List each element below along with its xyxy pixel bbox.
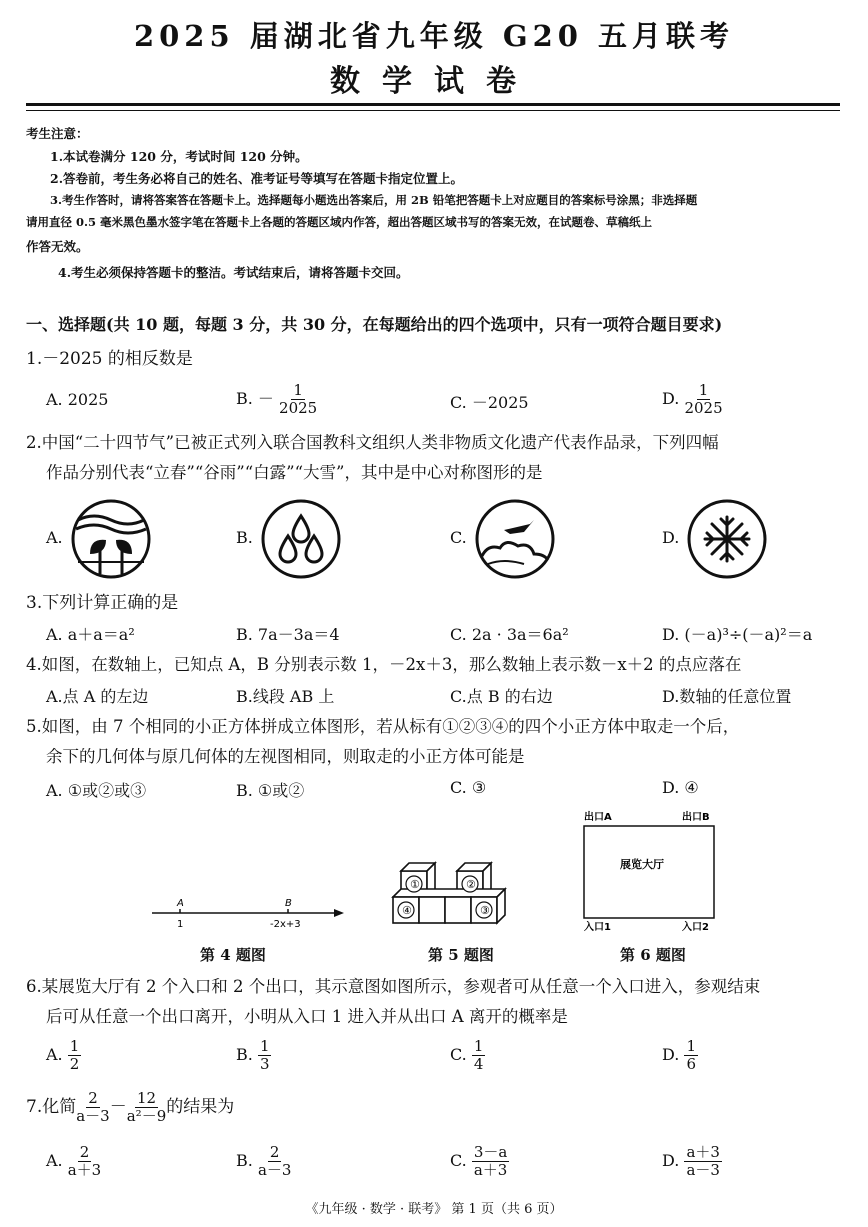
fraction-denominator: 2 bbox=[69, 1055, 80, 1073]
figure-6-hall-diagram bbox=[578, 806, 720, 936]
grain-rain-emblem bbox=[260, 498, 342, 580]
hall-outline bbox=[584, 826, 714, 918]
q7-option-b-fraction bbox=[258, 1144, 292, 1179]
question-6-stem-line-1: 6.某展览大厅有 2 个入口和 2 个出口，其示意图如图所示，参观者可从任意一个入口进入，参观结束 bbox=[26, 977, 761, 996]
q2-option-d-label: D. bbox=[662, 528, 680, 547]
q5-option-a: A. ①或②或③ bbox=[46, 781, 147, 800]
q7-option-d bbox=[662, 1144, 722, 1179]
q6-option-a-fraction bbox=[68, 1038, 82, 1073]
cube-2-label: ② bbox=[466, 878, 476, 891]
cube-1-label: ① bbox=[410, 878, 420, 891]
point-a-label: A bbox=[177, 898, 184, 909]
q6-option-d-fraction bbox=[684, 1038, 698, 1073]
q5-option-b: B. ①或② bbox=[236, 781, 305, 800]
q6-option-d-label: D. bbox=[662, 1045, 680, 1064]
fraction-numerator: 1 bbox=[473, 1037, 484, 1055]
fraction-numerator: 12 bbox=[136, 1089, 157, 1107]
section-heading: 一、选择题(共 10 题，每题 3 分，共 30 分，在每题给出的四个选项中，只有一项符合题目要求) bbox=[26, 315, 723, 334]
question-1-stem: 1.－2025 的相反数是 bbox=[26, 349, 193, 369]
notice-item-3-line-3: 作答无效。 bbox=[26, 239, 89, 254]
question-2-stem-line-2: 作品分别代表“立春”“谷雨”“白露”“大雪”，其中是中心对称图形的是 bbox=[46, 463, 543, 482]
q3-option-d: D. (－a)³÷(－a)²＝a bbox=[662, 625, 813, 644]
question-5-stem-line-2: 余下的几何体与原几何体的左视图相同，则取走的小正方体可能是 bbox=[46, 747, 525, 766]
header-rule-thick bbox=[26, 103, 840, 106]
fraction-denominator: a²－9 bbox=[126, 1107, 167, 1125]
fraction-denominator: 6 bbox=[686, 1055, 696, 1073]
fraction-numerator: 2 bbox=[269, 1143, 280, 1161]
q6-option-b bbox=[236, 1038, 271, 1073]
q2-option-a-label: A. bbox=[46, 528, 63, 547]
q7-option-b-label: B. bbox=[236, 1151, 253, 1170]
fraction-denominator: a－3 bbox=[257, 1161, 292, 1179]
question-3-stem: 3.下列计算正确的是 bbox=[26, 593, 179, 613]
question-4-stem: 4.如图，在数轴上，已知点 A，B 分别表示数 1，－2x＋3，那么数轴上表示数－x＋2 的点应落在 bbox=[26, 655, 742, 674]
notice-heading: 考生注意： bbox=[26, 126, 89, 141]
q7-option-a-fraction bbox=[68, 1144, 102, 1179]
notice-item-3-line-2: 请用直径 0.5 毫米黑色墨水签字笔在答题卡上各题的答题区域内作答，超出答题区域书写的答案无效，在试题卷、草稿纸上 bbox=[26, 215, 653, 229]
q1-option-b-label: B. － bbox=[236, 389, 274, 408]
point-a-value: 1 bbox=[177, 919, 184, 930]
figure-4-caption: 第 4 题图 bbox=[200, 946, 266, 964]
fraction-denominator: a－3 bbox=[686, 1161, 720, 1179]
q2-option-b-label: B. bbox=[236, 528, 253, 547]
q6-option-a bbox=[46, 1038, 81, 1073]
question-2-stem-line-1: 2.中国“二十四节气”已被正式列入联合国教科文组织人类非物质文化遗产代表作品录，下列四幅 bbox=[26, 433, 719, 452]
q4-option-a: A.点 A 的左边 bbox=[46, 687, 149, 706]
q7-option-d-fraction bbox=[684, 1144, 722, 1179]
q7-option-b bbox=[236, 1144, 291, 1179]
q6-option-b-fraction bbox=[258, 1038, 272, 1073]
figure-4-number-line bbox=[148, 895, 348, 937]
q6-option-c-label: C. bbox=[450, 1045, 467, 1064]
q4-option-d: D.数轴的任意位置 bbox=[662, 687, 792, 706]
q1-option-c: C. －2025 bbox=[450, 393, 529, 412]
q7-option-c-fraction bbox=[472, 1144, 510, 1179]
q1-option-a: A. 2025 bbox=[46, 390, 109, 409]
figure-6-caption: 第 6 题图 bbox=[620, 946, 686, 964]
notice-item-4: 4.考生必须保持答题卡的整洁。考试结束后，请将答题卡交回。 bbox=[58, 265, 409, 280]
fraction-denominator: a－3 bbox=[76, 1107, 110, 1125]
q7-option-a bbox=[46, 1144, 101, 1179]
hall-label: 展览大厅 bbox=[620, 858, 664, 871]
q1-option-d-fraction bbox=[684, 382, 722, 417]
q6-option-c bbox=[450, 1038, 485, 1073]
fraction-numerator: 2 bbox=[88, 1089, 98, 1107]
entrance-1-label: 入口1 bbox=[584, 922, 611, 933]
q7-stem-prefix: 7.化简 bbox=[26, 1097, 77, 1117]
q6-option-d bbox=[662, 1038, 698, 1073]
notice-item-1: 1.本试卷满分 120 分，考试时间 120 分钟。 bbox=[50, 149, 308, 164]
question-5-stem-line-1: 5.如图，由 7 个相同的小正方体拼成立体图形，若从标有①②③④的四个小正方体中取走一个后， bbox=[26, 717, 740, 736]
point-b-value: -2x+3 bbox=[270, 919, 301, 930]
fraction-numerator: 1 bbox=[69, 1037, 80, 1055]
cube-4-label: ④ bbox=[402, 904, 412, 917]
exit-a-label: 出口A bbox=[584, 812, 612, 823]
q7-stem-suffix: 的结果为 bbox=[166, 1097, 235, 1117]
fraction-numerator: 1 bbox=[259, 1037, 270, 1055]
exam-subject-title: 数学试卷 bbox=[330, 64, 538, 99]
q7-option-c bbox=[450, 1144, 509, 1179]
fraction-numerator: 1 bbox=[686, 1037, 696, 1055]
fraction-numerator: a＋3 bbox=[686, 1143, 720, 1161]
q5-option-d: D. ④ bbox=[662, 778, 699, 797]
arrow-right-icon bbox=[334, 909, 344, 917]
q3-option-a: A. a＋a＝a² bbox=[46, 625, 135, 644]
header-rule-thin bbox=[26, 110, 840, 111]
notice-item-2: 2.答卷前，考生务必将自己的姓名、准考证号等填写在答题卡指定位置上。 bbox=[50, 171, 464, 186]
fraction-denominator: 3 bbox=[259, 1055, 270, 1073]
fraction-denominator: 2025 bbox=[684, 399, 723, 417]
question-6-stem-line-2: 后可从任意一个出口离开，小明从入口 1 进入并从出口 A 离开的概率是 bbox=[46, 1007, 568, 1026]
q3-option-c: C. 2a · 3a＝6a² bbox=[450, 625, 569, 644]
spring-begins-emblem bbox=[70, 498, 152, 580]
point-b-label: B bbox=[285, 898, 292, 909]
q6-option-b-label: B. bbox=[236, 1045, 253, 1064]
q3-option-b: B. 7a－3a＝4 bbox=[236, 625, 340, 644]
q7-option-c-label: C. bbox=[450, 1151, 467, 1170]
figure-5-cube-solid bbox=[385, 855, 530, 935]
q4-option-c: C.点 B 的右边 bbox=[450, 687, 553, 706]
notice-item-3-line-1: 3.考生作答时，请将答案答在答题卡上。选择题每小题选出答案后，用 2B 铅笔把答题卡上对应题目的答案标号涂黑；非选择题 bbox=[50, 193, 698, 207]
q7-minus-sign: － bbox=[109, 1097, 127, 1117]
fraction-numerator: 1 bbox=[698, 381, 709, 399]
q7-option-d-label: D. bbox=[662, 1151, 680, 1170]
fraction-numerator: 3－a bbox=[473, 1143, 508, 1161]
q1-option-b-fraction bbox=[279, 382, 317, 417]
figure-5-caption: 第 5 题图 bbox=[428, 946, 494, 964]
white-dew-emblem bbox=[474, 498, 556, 580]
q1-option-d bbox=[662, 382, 723, 417]
q7-fraction-1 bbox=[76, 1090, 110, 1125]
fraction-denominator: a＋3 bbox=[67, 1161, 102, 1179]
question-7-stem bbox=[26, 1090, 234, 1125]
page-footer: 《九年级 · 数学 · 联考》 第 1 页（共 6 页） bbox=[305, 1202, 563, 1217]
q4-option-b: B.线段 AB 上 bbox=[236, 687, 335, 706]
q6-option-a-label: A. bbox=[46, 1045, 63, 1064]
q5-option-c: C. ③ bbox=[450, 778, 487, 797]
q7-fraction-2 bbox=[127, 1090, 167, 1125]
exam-title: 2025 届湖北省九年级 G20 五月联考 bbox=[133, 19, 735, 53]
q6-option-c-fraction bbox=[472, 1038, 486, 1073]
fraction-denominator: a＋3 bbox=[473, 1161, 508, 1179]
exit-b-label: 出口B bbox=[682, 812, 710, 823]
fraction-numerator: 1 bbox=[293, 381, 303, 399]
major-snow-emblem bbox=[686, 498, 768, 580]
q1-option-b bbox=[236, 382, 317, 417]
q1-option-d-label: D. bbox=[662, 389, 680, 408]
q7-option-a-label: A. bbox=[46, 1151, 63, 1170]
cube-3-label: ③ bbox=[480, 904, 490, 917]
q2-option-c-label: C. bbox=[450, 528, 467, 547]
fraction-denominator: 4 bbox=[473, 1055, 484, 1073]
entrance-2-label: 入口2 bbox=[682, 922, 709, 933]
fraction-numerator: 2 bbox=[79, 1143, 90, 1161]
fraction-denominator: 2025 bbox=[279, 399, 318, 417]
